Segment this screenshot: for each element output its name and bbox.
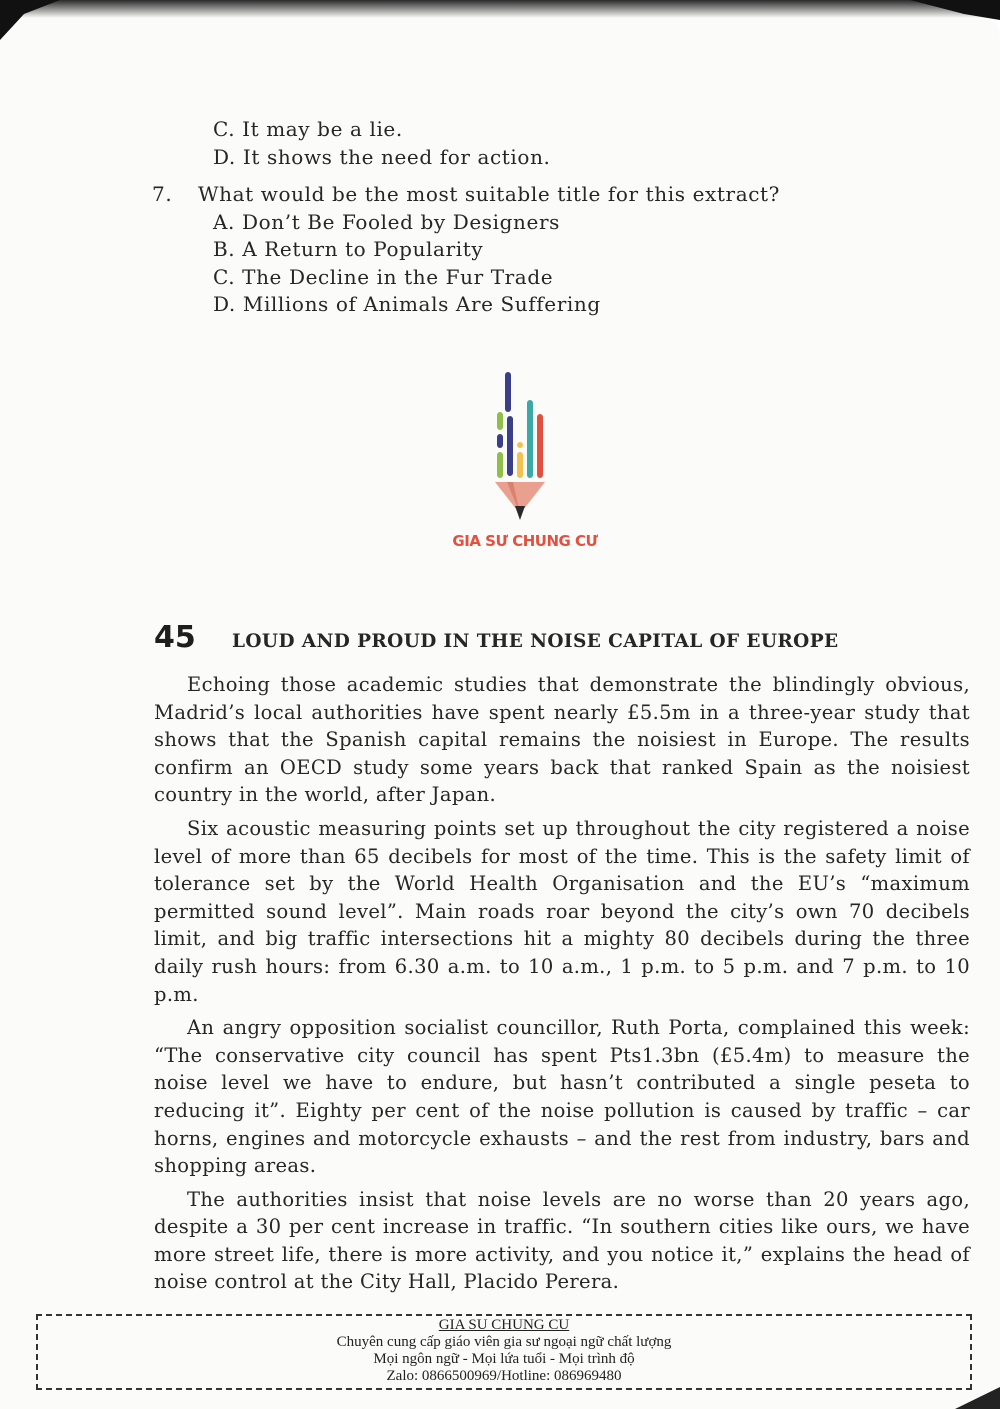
option-letter: B.: [213, 237, 236, 261]
section-title: LOUD AND PROUD IN THE NOISE CAPITAL OF EUROPE: [232, 631, 839, 652]
footer-box: [36, 1314, 972, 1390]
option-text: It shows the need for action.: [242, 144, 551, 169]
option-letter: D.: [213, 292, 236, 316]
article-paragraph: The authorities insist that noise levels are no worse than 20 years ago, despite a 30 per cent increase in traffic. “In southern cities like ours, we have more street life, there is more activity, and you notice it,” explains the head of noise control at the City Hall, Placido Perera.: [154, 1187, 970, 1294]
option-letter: C.: [213, 264, 236, 289]
option-text: Millions of Animals Are Suffering: [242, 292, 601, 316]
footer-contact: Zalo: 0866500969/Hotline: 086969480: [386, 1368, 622, 1384]
option-c-prev: [152, 116, 852, 144]
scan-shadow-top: [0, 0, 1000, 18]
option-letter: D.: [213, 144, 236, 169]
section-number: 45: [154, 620, 196, 655]
option-d: [152, 291, 852, 319]
option-letter: A.: [213, 209, 236, 234]
footer-brand: GIA SU CHUNG CU: [438, 1317, 570, 1333]
question-text: What would be the most suitable title for this extract?: [198, 182, 780, 206]
logo-text: GIA SƯ CHUNG CƯ: [452, 532, 598, 550]
pencil-logo-icon: [445, 372, 605, 532]
section-heading: [154, 620, 839, 655]
option-letter: C.: [213, 117, 236, 141]
option-text: Don’t Be Fooled by Designers: [241, 209, 560, 234]
question-7: [152, 181, 852, 209]
option-text: A Return to Popularity: [242, 237, 484, 261]
footer-line: Mọi ngôn ngữ - Mọi lứa tuổi - Mọi trình độ: [373, 1351, 635, 1367]
option-a: [152, 209, 852, 237]
article-paragraph: An angry opposition socialist councillor, Ruth Porta, complained this week: “The conservative city council has spent Pts1.3bn (£5.4m) to measure the noise level we have to endure, but hasn’t contributed a single peseta to reducing it”. Eighty per cent of the noise pollution is caused by traffic – car horns, engines and motorcycle exhausts – and the rest from industry, bars and shopping areas.: [154, 1016, 970, 1178]
option-text: It may be a lie.: [242, 117, 403, 141]
option-d-prev: [152, 144, 852, 172]
footer-line: Chuyên cung cấp giáo viên gia sư ngoại ngữ chất lượng: [336, 1334, 672, 1350]
article-paragraph: Six acoustic measuring points set up throughout the city registered a noise level of more than 65 decibels for most of the time. This is the safety limit of tolerance set by the World Health Organisation and the EU’s “maximum permitted sound level”. Main roads roar beyond the city’s own 70 decibels limit, and big traffic intersections hit a mighty 80 decibels during the three daily rush hours: from 6.30 a.m. to 10 a.m., 1 p.m. to 5 p.m. and 7 p.m. to 10 p.m.: [154, 816, 970, 1006]
scan-corner-bottom-right: [955, 1387, 1000, 1409]
gia-su-chung-cu-logo: [445, 372, 605, 552]
article-body: [154, 671, 970, 1302]
option-b: [152, 236, 852, 264]
questions-block: [152, 116, 852, 319]
question-number: 7.: [152, 182, 173, 206]
article-paragraph: Echoing those academic studies that demonstrate the blindingly obvious, Madrid’s local authorities have spent nearly £5.5m in a three-year study that shows that the Spanish capital remains the noisiest in Europe. The results confirm an OECD study some years back that ranked Spain as the noisiest country in the world, after Japan.: [154, 673, 970, 807]
option-c: [152, 264, 852, 292]
option-text: The Decline in the Fur Trade: [242, 264, 554, 289]
